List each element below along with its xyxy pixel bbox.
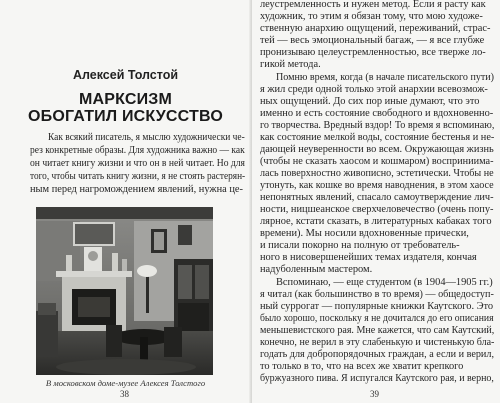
right-text-line: то только в то, что на всех же хватит крепкого bbox=[260, 361, 464, 372]
right-text-line: лась поверхностно живописно, эстетически. Чтобы не bbox=[260, 168, 494, 179]
right-text-line: ный суррогат — популярные книжки Каутского. Это bbox=[260, 301, 494, 312]
left-text-line: того, чтобы читать книгу жизни, я не стоять растерян- bbox=[30, 171, 246, 182]
right-text-line: было хорошо, поскольку я не дочитался до его описания bbox=[260, 313, 494, 324]
right-text-line: буржуазного пива. Я испугался Каутского рая, и верно, bbox=[260, 373, 494, 384]
right-text-line: я читал (как большинство в то время) — общедоступ- bbox=[260, 289, 494, 300]
right-text-line: ственную анархию ощущений, переживаний, страс- bbox=[260, 23, 491, 34]
chapter-title-line-2: ОБОГАТИЛ ИСКУССТВО bbox=[27, 108, 223, 125]
left-text-line: рез конкретные образы. Для художника важно — как bbox=[30, 145, 245, 156]
chapter-title-line-1: МАРКСИЗМ bbox=[78, 91, 173, 108]
right-text-line: непонятных явлений, спасало самоутверждение лич- bbox=[260, 192, 494, 203]
right-text-line: как состояние мелкой воды, состояние бестенья и не- bbox=[260, 132, 495, 143]
right-text-line: я жил среди одной только этой анархии всевозмож- bbox=[260, 84, 488, 95]
left-text-line: он читает книгу жизни и что он в ней читает. Но для bbox=[30, 158, 245, 169]
page-number-left: 38 bbox=[120, 389, 129, 399]
right-text-line: Помню время, когда (в начале писательского пути) bbox=[276, 72, 495, 83]
museum-interior-photo bbox=[36, 207, 213, 375]
right-text-line: (чтобы не сказать хаосом и кошмаром) восприниима- bbox=[260, 156, 494, 167]
page-number-right: 39 bbox=[370, 389, 379, 399]
right-text-line: леустремленность и нужен метод. Если я расту как bbox=[260, 0, 486, 10]
right-text-line: художник, то этим я обязан тому, что мою художе- bbox=[260, 11, 483, 22]
right-text-line: го творчества. Вредный вздор! То время я вспоминаю, bbox=[260, 120, 495, 131]
right-text-line: ных ощущений. До сих пор иные думают, что это bbox=[260, 96, 480, 107]
right-text-line: времени). Мы носили вдохновенные прически, bbox=[260, 228, 469, 239]
right-text-line: надуболенным мастером. bbox=[260, 264, 373, 275]
right-text-line: и писали покорно на полную от требователь- bbox=[260, 240, 460, 251]
right-text-line: меньшевистского рая. Мне кажется, что сам Каутский, bbox=[260, 325, 495, 336]
right-text-line: тей — весь эмоциональный багаж, — я все глубже bbox=[260, 35, 485, 46]
left-text-line: Как всякий писатель, я мыслю художнически че- bbox=[48, 132, 245, 143]
author-name: Алексей Толстой bbox=[72, 68, 179, 82]
right-text-line: лярное, кстати сказать, в литературных кабаках того bbox=[260, 216, 492, 227]
right-text-line: ного в нисовершенейших темах издателя, кончая bbox=[260, 252, 477, 263]
right-text-line: пронизываю целеустремленностью, все тверже ло- bbox=[260, 47, 486, 58]
right-text-line: Вспоминаю, — еще студентом (в 1904—1905 гг.) bbox=[276, 277, 493, 288]
right-text-line: именно и есть состояние свободного и вдохновенно- bbox=[260, 108, 494, 119]
left-text-line: ным перед нагромождением явлений, нужна це- bbox=[30, 184, 243, 195]
right-text-line: ности, ницшеанское сверхчеловечество (очень попу- bbox=[260, 204, 494, 215]
photo-caption: В московском доме-музее Алексея Толстого bbox=[45, 378, 206, 388]
right-text-line: годать для добропорядочных граждан, а если и верил, bbox=[260, 349, 494, 360]
right-page bbox=[252, 0, 500, 403]
right-text-line: гикой метода. bbox=[260, 59, 321, 70]
right-text-line: утонуть, как кошке во время наводнения, в этом хаосе bbox=[260, 180, 494, 191]
right-text-line: дающей неуверенности во всем. Окружающая жизнь bbox=[260, 144, 494, 155]
right-text-line: конечно, не верил в эту слабенькую и чистенькую бла- bbox=[260, 337, 495, 348]
